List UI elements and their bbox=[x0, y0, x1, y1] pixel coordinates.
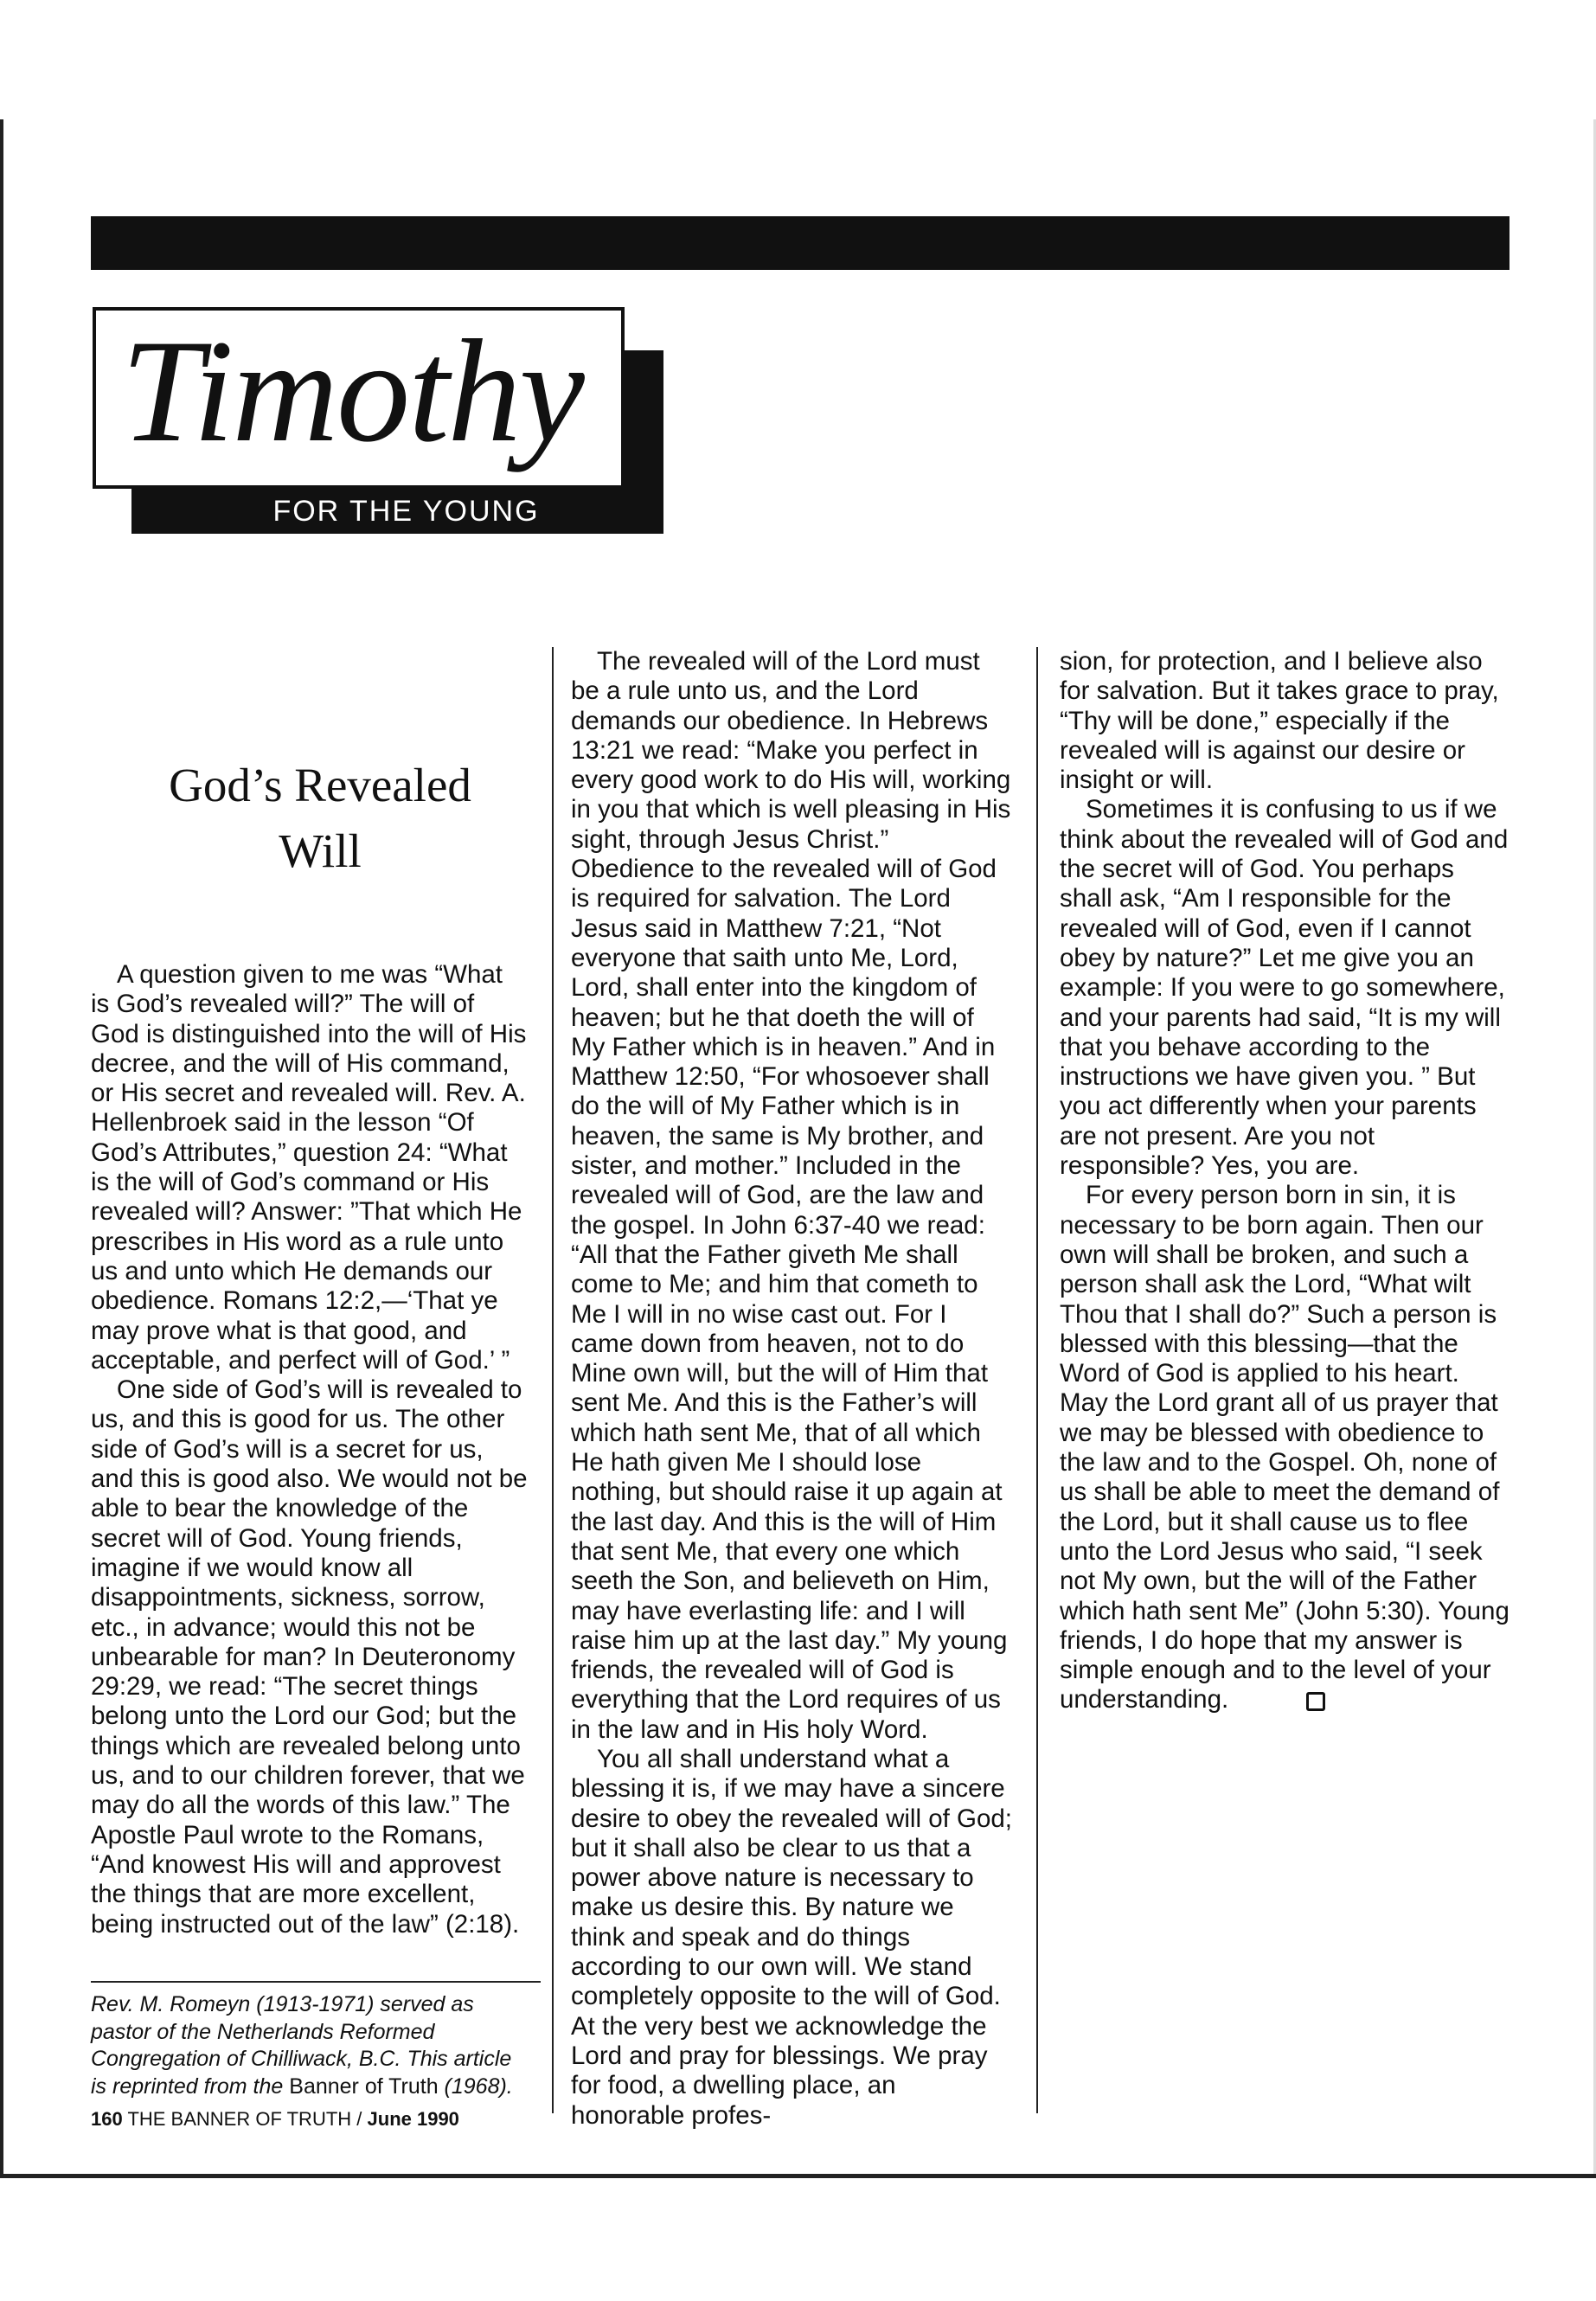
bio-publication: Banner of Truth bbox=[289, 2073, 439, 2099]
paragraph: You all shall understand what a blessing it is, if we may have a sincere desire to obey the revealed will of God; but it shall also be clear to us that a power above nature is necessary to make us desire this. By nature we think and speak and do things according to our own will. We stand completely opposite to the will of God. At the very best we acknowledge the Lord and pray for blessings. We pray for food, a dwelling place, an honorable profes- bbox=[571, 1744, 1012, 2130]
paragraph: One side of God’s will is revealed to us, and this is good for us. The other side of God’s will is a secret for us, and this is good also. We would not be able to bear the knowledge of the secret will of God. Young friends, imagine if we would know all disappointments, sickness, sorrow, etc., in advance; would this not be unbearable for man? In Deuteronomy 29:29, we read: “The secret things belong unto the Lord our God; but the things which are revealed belong unto us, and to our children forever, that we may do all the words of this law.” The Apostle Paul wrote to the Romans, “And knowest His will and approvest the things that are more excellent, being instructed out of the law” (2:18). bbox=[91, 1375, 528, 1939]
page-footer bbox=[91, 2108, 459, 2131]
publication-name: THE BANNER OF TRUTH / bbox=[127, 2108, 362, 2130]
top-margin bbox=[0, 0, 1596, 119]
article-title-line-1: God’s Revealed bbox=[169, 759, 471, 811]
bottom-edge-rule bbox=[0, 2174, 1596, 2178]
column-subtitle: FOR THE YOUNG bbox=[131, 489, 663, 534]
issue-date: June 1990 bbox=[367, 2108, 459, 2130]
column-divider bbox=[552, 647, 554, 2113]
article-title-line-2: Will bbox=[279, 824, 362, 877]
text-column-2 bbox=[571, 647, 1012, 2131]
bio-divider bbox=[91, 1981, 541, 1983]
paragraph-text: For every person born in sin, it is necessary to be born again. Then our own will shall be broken, and such a person shall ask the Lord, “What wilt Thou that I shall do?” Such a person is blessed with this blessing—that the Word of God is applied to his heart. May the Lord grant all of us prayer that we may be blessed with obedience to the law and to the Gospel. Oh, none of us shall be able to meet the demand of the Lord, but it shall cause us to flee unto the Lord Jesus who said, “I seek not My own, but the will of the Father which hath sent Me” (John 5:30). Young friends, I do hope that my answer is simple enough and to the level of your understanding. bbox=[1060, 1181, 1509, 1715]
column-divider bbox=[1036, 647, 1038, 2113]
bio-text-end: (1968). bbox=[438, 2073, 513, 2099]
text-column-1 bbox=[91, 960, 528, 1939]
paragraph: The revealed will of the Lord must be a rule unto us, and the Lord demands our obedience. In Hebrews 13:21 we read: “Make you perfect in every good work to do His will, working in you that which is well pleasing in His sight, through Jesus Christ.” Obedience to the revealed will of God is required for salvation. The Lord Jesus said in Matthew 7:21, “Not everyone that saith unto Me, Lord, Lord, shall enter into the kingdom of heaven; but he that doeth the will of My Father which is in heaven.” And in Matthew 12:50, “For whosoever shall do the will of My Father which is in heaven, the same is My brother, and sister, and mother.” Included in the revealed will of God, are the law and the gospel. In John 6:37-40 we read: “All that the Father giveth Me shall come to Me; and him that cometh to Me I will in no wise cast out. For I came down from heaven, not to do Mine own will, but the will of Him that sent Me. And this is the Father’s will which hath sent Me, that of all which He hath given Me I should lose nothing, but should raise it up again at the last day. And this is the will of Him that sent Me, that every one which seeth the Son, and believeth on Him, may have everlasting life: and I will raise him up at the last day.” My young friends, the revealed will of God is everything that the Lord requires of us in the law and in His holy Word. bbox=[571, 647, 1011, 1744]
text-column-3 bbox=[1060, 647, 1509, 1715]
paragraph: sion, for protection, and I believe also for salvation. But it takes grace to pray, “Thy will be done,” especially if the revealed will is against our desire or insight or will. bbox=[1060, 647, 1499, 795]
left-edge-rule bbox=[0, 119, 3, 2174]
hollow-square-icon bbox=[1306, 1692, 1325, 1711]
bio-text: Rev. M. Romeyn (1913-1971) served as pastor of the Netherlands Reformed Congregation of Chilliwack, B.C. This article is reprinted from the bbox=[91, 1992, 512, 2099]
header-bar bbox=[91, 216, 1509, 270]
paragraph bbox=[1060, 1181, 1509, 1715]
column-title: Timothy bbox=[121, 310, 583, 472]
paragraph: A question given to me was “What is God’s revealed will?” The will of God is distinguished into the will of His decree, and the will of His command, or His secret and revealed will. Rev. A. Hellenbroek said in the lesson “Of God’s Attributes,” question 24: “What is the will of God’s command or His revealed will? Answer: ”That which He prescribes in His word as a rule unto us and unto which He demands our obedience. Romans 12:2,—‘That ye may prove what is that good, and acceptable, and perfect will of God.’ ” bbox=[91, 960, 527, 1375]
author-bio bbox=[91, 1991, 532, 2100]
article-title bbox=[95, 753, 545, 884]
paragraph: Sometimes it is confusing to us if we think about the revealed will of God and the secret will of God. You perhaps shall ask, “Am I responsible for the revealed will of God, even if I cannot obey by nature?” Let me give you an example: If you were to go somewhere, and your parents had said, “It is my will that you behave according to the instructions we have given you. ” But you act differently when your parents are not present. Are you not responsible? Yes, you are. bbox=[1060, 795, 1509, 1181]
page-number: 160 bbox=[91, 2108, 123, 2130]
